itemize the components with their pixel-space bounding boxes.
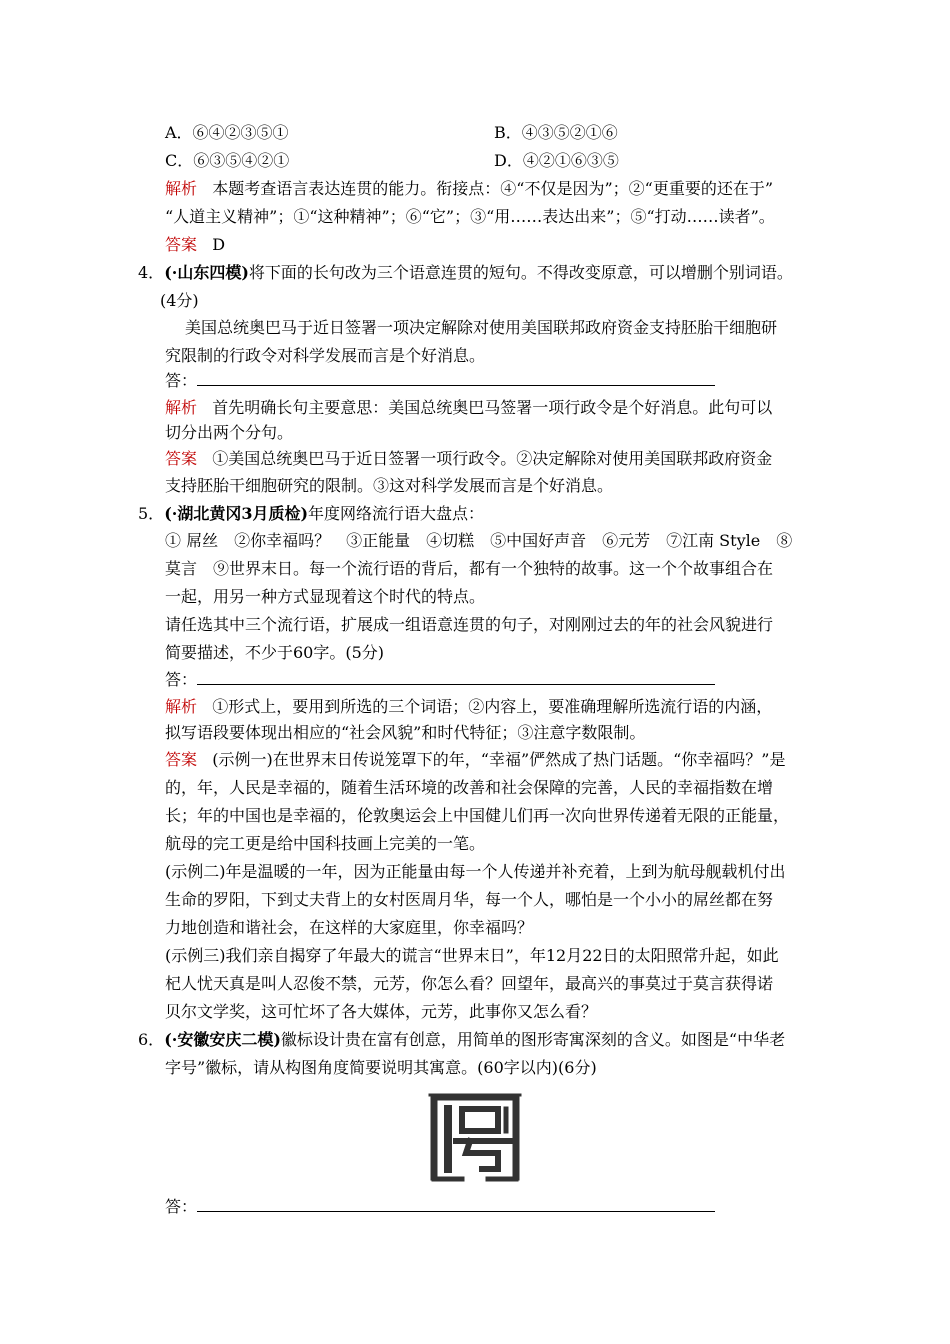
question-text: 将下面的长句改为三个语意连贯的短句。不得改变原意，可以增删个别词语。 (248, 263, 793, 282)
q4-score: (4分) (160, 291, 199, 310)
q5-body-2: 一起，用另一种方式显现着这个时代的特点。 (165, 587, 486, 606)
q6-answer-line (165, 1197, 715, 1217)
q5-answer-line-9: 杞人忧天真是叫人忍俊不禁，元芳，你怎么看？回望年，最高兴的事莫过于莫言获得诺 (165, 974, 774, 993)
q6-prompt-cont: 字号”徽标，请从构图角度简要说明其寓意。(60字以内)(6分) (165, 1058, 597, 1077)
question-number: 4． (138, 263, 165, 282)
q3-answer (165, 235, 225, 255)
question-source: (·山东四模) (164, 263, 249, 282)
q3-analysis-cont: “人道主义精神”；①“这种精神”；⑥“它”；③“用……表达出来”；⑤“打动……读者”。 (165, 207, 775, 226)
option-c: C．⑥③⑤④②① (165, 151, 290, 170)
answer-text: ①美国总统奥巴马于近日签署一项行政令。②决定解除对使用美国联邦政府资金 (212, 449, 773, 468)
q4-answer-line (165, 371, 715, 391)
option-a: A．⑥④②③⑤① (165, 123, 289, 142)
q5-answer-line-4: 航母的完工更是给中国科技画上完美的一笔。 (165, 834, 486, 853)
q5-answer-line (165, 670, 715, 690)
q5-answer (165, 750, 786, 770)
q4-answer (165, 449, 772, 469)
analysis-label: 解析 (165, 398, 198, 417)
question-source: (·湖北黄冈3月质检) (164, 504, 309, 523)
q5-body-1: 莫言 ⑨世界末日。每一个流行语的背后，都有一个独特的故事。这一个个故事组合在 (165, 559, 774, 578)
option-b: B．④③⑤②①⑥ (494, 123, 618, 142)
question-number: 6． (138, 1030, 165, 1049)
answer-text: (示例一)在世界末日传说笼罩下的年，“幸福”俨然成了热门话题。“你幸福吗？”是 (212, 750, 786, 769)
analysis-text: 本题考查语言表达连贯的能力。衔接点：④“不仅是因为”；②“更重要的还在于” (212, 179, 774, 198)
option-d: D．④②①⑥③⑤ (494, 151, 619, 170)
q5-answer-line-8: (示例三)我们亲自揭穿了年最大的谎言“世界末日”，年12月22日的太阳照常升起，如此 (165, 946, 779, 965)
q4-quote-1: 美国总统奥巴马于近日签署一项决定解除对使用美国联邦政府资金支持胚胎干细胞研 (185, 318, 778, 337)
q5-items: ① 屌丝 ②你幸福吗？ ③正能量 ④切糕 ⑤中国好声音 ⑥元芳 ⑦江南 Style ⑧ (165, 531, 793, 550)
analysis-label: 解析 (165, 697, 198, 716)
question-number: 5． (138, 504, 165, 523)
q3-analysis (165, 179, 773, 199)
q5-answer-line-10: 贝尔文学奖，这可忙坏了各大媒体，元芳，此事你又怎么看？ (165, 1002, 598, 1021)
q4-prompt (138, 263, 793, 283)
q4-analysis-cont: 切分出两个分句。 (165, 423, 294, 442)
q6-prompt (138, 1030, 785, 1050)
q5-analysis (165, 697, 772, 717)
analysis-text: ①形式上，要用到所选的三个词语；②内容上，要准确理解所选流行语的内涵， (212, 697, 773, 716)
answer-label: 答案 (165, 235, 198, 254)
q4-quote-2: 究限制的行政令对科学发展而言是个好消息。 (165, 346, 486, 365)
q5-prompt (138, 504, 484, 524)
answer-blank[interactable] (197, 371, 715, 386)
answer-label: 答案 (165, 750, 198, 769)
question-text: 年度网络流行语大盘点： (308, 504, 485, 523)
q5-answer-line-5: (示例二)年是温暖的一年，因为正能量由每一个人传递并补充着，上到为航母舰载机付出 (165, 862, 786, 881)
q5-body-3: 请任选其中三个流行语，扩展成一组语意连贯的句子，对刚刚过去的年的社会风貌进行 (165, 615, 774, 634)
analysis-text: 首先明确长句主要意思：美国总统奥巴马签署一项行政令是个好消息。此句可以 (212, 398, 773, 417)
q4-analysis (165, 398, 772, 418)
answer-label: 答案 (165, 449, 198, 468)
q4-answer-cont: 支持胚胎干细胞研究的限制。③这对科学发展而言是个好消息。 (165, 476, 614, 495)
answer-prefix: 答： (165, 371, 198, 390)
q5-answer-line-2: 的，年，人民是幸福的，随着生活环境的改善和社会保障的完善，人民的幸福指数在增 (165, 778, 774, 797)
answer-prefix: 答： (165, 1197, 198, 1216)
answer-text: D (212, 235, 226, 254)
question-source: (·安徽安庆二模) (164, 1030, 281, 1049)
q5-answer-line-6: 生命的罗阳，下到丈夫背上的女村医周月华，每一个人，哪怕是一个小小的屌丝都在努 (165, 890, 774, 909)
q5-answer-line-3: 长；年的中国也是幸福的，伦敦奥运会上中国健儿们再一次向世界传递着无限的正能量， (165, 806, 790, 825)
q5-analysis-cont: 拟写语段要体现出相应的“社会风貌”和时代特征；③注意字数限制。 (165, 723, 646, 742)
answer-blank[interactable] (197, 1197, 715, 1212)
question-text: 徽标设计贵在富有创意，用简单的图形寄寓深刻的含义。如图是“中华老 (280, 1030, 786, 1049)
analysis-label: 解析 (165, 179, 198, 198)
chinese-time-honored-brand-logo (426, 1089, 524, 1185)
q5-body-4: 简要描述，不少于60字。(5分) (165, 643, 385, 662)
answer-blank[interactable] (197, 670, 715, 685)
answer-prefix: 答： (165, 670, 198, 689)
q5-answer-line-7: 力地创造和谐社会，在这样的大家庭里，你幸福吗？ (165, 918, 534, 937)
